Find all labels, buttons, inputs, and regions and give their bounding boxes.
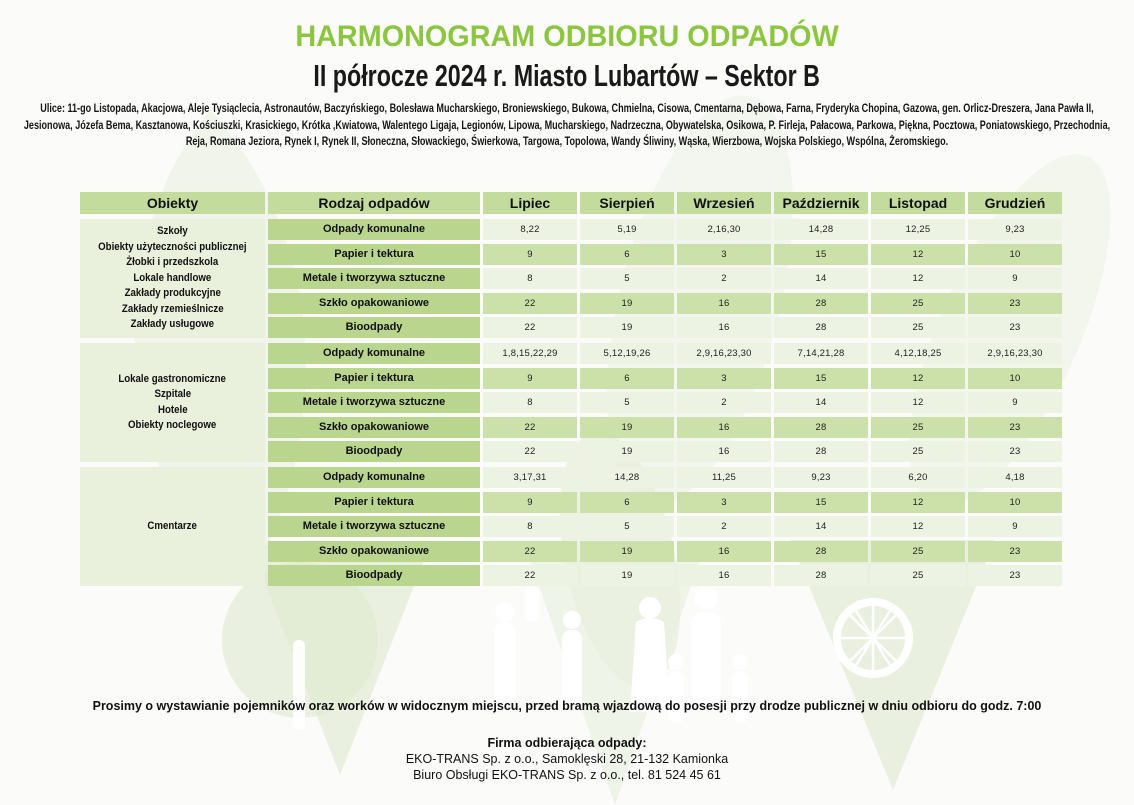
schedule-cell: 14,28 — [774, 219, 868, 240]
schedule-cell: 8 — [483, 268, 577, 289]
waste-type-label: Odpady komunalne — [268, 467, 480, 488]
object-name: Szkoły — [157, 225, 188, 238]
schedule-cell: 28 — [774, 293, 868, 314]
schedule-cell: 23 — [968, 293, 1062, 314]
schedule-cell: 9 — [483, 244, 577, 265]
schedule-cell: 25 — [871, 565, 965, 586]
schedule-cell: 3,17,31 — [483, 467, 577, 488]
schedule-cell: 4,18 — [968, 467, 1062, 488]
schedule-cell: 14 — [774, 268, 868, 289]
object-name: Obiekty noclegowe — [128, 419, 217, 431]
waste-type-label: Papier i tektura — [268, 244, 480, 265]
column-header-month: Październik — [774, 192, 868, 214]
schedule-cell: 3 — [677, 244, 771, 265]
company-heading: Firma odbierająca odpady: — [487, 736, 647, 750]
schedule-cell: 25 — [871, 417, 965, 438]
waste-type-label: Metale i tworzywa sztuczne — [268, 268, 480, 289]
schedule-cell: 8 — [483, 516, 577, 537]
schedule-cell: 6 — [580, 492, 674, 513]
schedule-cell: 10 — [968, 368, 1062, 389]
schedule-cell: 2 — [677, 268, 771, 289]
company-address: EKO-TRANS Sp. z o.o., Samoklęski 28, 21-132 Kamionka — [405, 752, 729, 766]
column-header-month: Wrzesień — [677, 192, 771, 214]
schedule-cell: 12 — [871, 244, 965, 265]
column-header-waste-type: Rodzaj odpadów — [268, 192, 480, 214]
schedule-cell: 28 — [774, 541, 868, 562]
waste-type-label: Papier i tektura — [268, 492, 480, 513]
waste-type-label: Odpady komunalne — [268, 219, 480, 240]
schedule-cell: 5 — [580, 268, 674, 289]
schedule-cell: 4,12,18,25 — [871, 343, 965, 364]
waste-type-label: Papier i tektura — [268, 368, 480, 389]
schedule-cell: 2,9,16,23,30 — [968, 343, 1062, 364]
schedule-cell: 22 — [483, 417, 577, 438]
schedule-cell: 12 — [871, 268, 965, 289]
schedule-cell: 3 — [677, 368, 771, 389]
waste-type-label: Szkło opakowaniowe — [268, 293, 480, 314]
schedule-cell: 25 — [871, 441, 965, 462]
schedule-cell: 10 — [968, 244, 1062, 265]
table-body — [80, 219, 1062, 586]
schedule-cell: 28 — [774, 441, 868, 462]
waste-type-label: Szkło opakowaniowe — [268, 541, 480, 562]
schedule-cell: 19 — [580, 317, 674, 338]
schedule-cell: 16 — [677, 417, 771, 438]
object-name: Zakłady rzemieślnicze — [121, 302, 224, 315]
object-name: Szpitale — [154, 388, 191, 400]
schedule-cell: 12 — [871, 516, 965, 537]
schedule-cell: 19 — [580, 293, 674, 314]
objects-cell — [80, 467, 265, 586]
schedule-cell: 8,22 — [483, 219, 577, 240]
schedule-cell: 14 — [774, 516, 868, 537]
schedule-cell: 16 — [677, 565, 771, 586]
schedule-cell: 22 — [483, 541, 577, 562]
schedule-cell: 16 — [677, 293, 771, 314]
schedule-cell: 2,9,16,23,30 — [677, 343, 771, 364]
object-name: Żłobki i przedszkola — [126, 256, 219, 269]
schedule-cell: 23 — [968, 541, 1062, 562]
schedule-cell: 19 — [580, 541, 674, 562]
column-header-month: Lipiec — [483, 192, 577, 214]
schedule-cell: 28 — [774, 317, 868, 338]
object-group — [80, 467, 1062, 586]
waste-type-label: Metale i tworzywa sztuczne — [268, 516, 480, 537]
schedule-cell: 5,12,19,26 — [580, 343, 674, 364]
schedule-cell: 23 — [968, 417, 1062, 438]
schedule-cell: 5,19 — [580, 219, 674, 240]
waste-type-label: Metale i tworzywa sztuczne — [268, 392, 480, 413]
schedule-cell: 12 — [871, 492, 965, 513]
company-contact: Biuro Obsługi EKO-TRANS Sp. z o.o., tel. 81 524 45 61 — [413, 768, 721, 782]
waste-type-label: Bioodpady — [268, 565, 480, 586]
schedule-cell: 16 — [677, 541, 771, 562]
page-subtitle: II półrocze 2024 r. Miasto Lubartów – Sektor B — [313, 58, 821, 93]
schedule-cell: 12,25 — [871, 219, 965, 240]
schedule-table — [80, 192, 1062, 586]
schedule-cell: 6 — [580, 368, 674, 389]
object-name: Lokale handlowe — [133, 271, 212, 284]
schedule-cell: 22 — [483, 293, 577, 314]
object-name: Obiekty użyteczności publicznej — [98, 240, 247, 253]
schedule-cell: 6 — [580, 244, 674, 265]
page-title: HARMONOGRAM ODBIORU ODPADÓW — [295, 20, 839, 53]
schedule-cell: 14 — [774, 392, 868, 413]
schedule-cell: 9 — [968, 392, 1062, 413]
waste-type-label: Bioodpady — [268, 441, 480, 462]
schedule-cell: 19 — [580, 417, 674, 438]
column-header-month: Grudzień — [968, 192, 1062, 214]
object-name: Zakłady produkcyjne — [124, 287, 221, 300]
object-name: Zakłady usługowe — [130, 318, 215, 331]
object-group — [80, 343, 1062, 462]
object-name: Hotele — [157, 403, 188, 416]
schedule-cell: 9 — [968, 268, 1062, 289]
schedule-cell: 7,14,21,28 — [774, 343, 868, 364]
company-info — [0, 735, 1134, 783]
schedule-cell: 23 — [968, 565, 1062, 586]
schedule-cell: 2 — [677, 516, 771, 537]
schedule-cell: 22 — [483, 441, 577, 462]
schedule-cell: 25 — [871, 293, 965, 314]
schedule-cell: 8 — [483, 392, 577, 413]
schedule-cell: 15 — [774, 368, 868, 389]
schedule-cell: 5 — [580, 516, 674, 537]
schedule-cell: 22 — [483, 317, 577, 338]
schedule-cell: 19 — [580, 441, 674, 462]
schedule-cell: 15 — [774, 492, 868, 513]
schedule-cell: 25 — [871, 541, 965, 562]
schedule-cell: 9 — [968, 516, 1062, 537]
schedule-cell: 28 — [774, 565, 868, 586]
schedule-cell: 9 — [483, 368, 577, 389]
schedule-cell: 16 — [677, 317, 771, 338]
schedule-cell: 28 — [774, 417, 868, 438]
schedule-cell: 6,20 — [871, 467, 965, 488]
schedule-cell: 23 — [968, 441, 1062, 462]
schedule-cell: 1,8,15,22,29 — [483, 343, 577, 364]
column-header-month: Sierpień — [580, 192, 674, 214]
waste-type-label: Szkło opakowaniowe — [268, 417, 480, 438]
schedule-cell: 5 — [580, 392, 674, 413]
object-name: Lokale gastronomiczne — [118, 372, 227, 385]
schedule-cell: 25 — [871, 317, 965, 338]
schedule-cell: 9,23 — [774, 467, 868, 488]
schedule-cell: 22 — [483, 565, 577, 586]
waste-type-label: Odpady komunalne — [268, 343, 480, 364]
objects-cell — [80, 343, 265, 462]
schedule-cell: 23 — [968, 317, 1062, 338]
object-name: Cmentarze — [147, 519, 198, 532]
schedule-cell: 14,28 — [580, 467, 674, 488]
streets-list: Ulice: 11-go Listopada, Akacjowa, Aleje Tysiąclecia, Astronautów, Baczyńskiego, Bolesława Mucharskiego, Broniewskiego, Bukowa, Chmielna, Cisowa, Cmentarna, Dębowa, Farna, Fryderyka Chopina, Gazowa, gen. Orlicz-Dreszera, Jana Pawła II, Jesionowa, Józefa Bema, Kasztanowa, Kościuszki, Krasickiego, Krótka ,Kwiatowa, Walentego Ligaja, Legionów, Lipowa, Mucharskiego, Nadrzeczna, Obywatelska, Osikowa, P. Firleja, Pałacowa, Parkowa, Piękna, Pocztowa, Poniatowskiego, Przechodnia, Reja, Romana Jeziora, Rynek I, Rynek II, Słoneczna, Słowackiego, Świerkowa, Targowa, Topolowa, Wandy Śliwiny, Wąska, Wierzbowa, Wojska Polskiego, Wspólna, Żeromskiego. — [23, 103, 1111, 148]
schedule-cell: 2,16,30 — [677, 219, 771, 240]
schedule-cell: 19 — [580, 565, 674, 586]
schedule-cell: 12 — [871, 392, 965, 413]
schedule-cell: 15 — [774, 244, 868, 265]
object-group — [80, 219, 1062, 338]
column-header-objects: Obiekty — [80, 192, 265, 214]
objects-cell — [80, 219, 265, 338]
waste-type-label: Bioodpady — [268, 317, 480, 338]
schedule-cell: 10 — [968, 492, 1062, 513]
notice-text: Prosimy o wystawianie pojemników oraz worków w widocznym miejscu, przed bramą wjazdową do posesji przy drodze publicznej w dniu odbioru do godz. 7:00 — [92, 699, 1042, 713]
schedule-cell: 11,25 — [677, 467, 771, 488]
schedule-cell: 9 — [483, 492, 577, 513]
column-header-month: Listopad — [871, 192, 965, 214]
schedule-cell: 9,23 — [968, 219, 1062, 240]
schedule-cell: 3 — [677, 492, 771, 513]
schedule-cell: 16 — [677, 441, 771, 462]
schedule-cell: 2 — [677, 392, 771, 413]
table-header-row — [80, 192, 1062, 214]
schedule-cell: 12 — [871, 368, 965, 389]
